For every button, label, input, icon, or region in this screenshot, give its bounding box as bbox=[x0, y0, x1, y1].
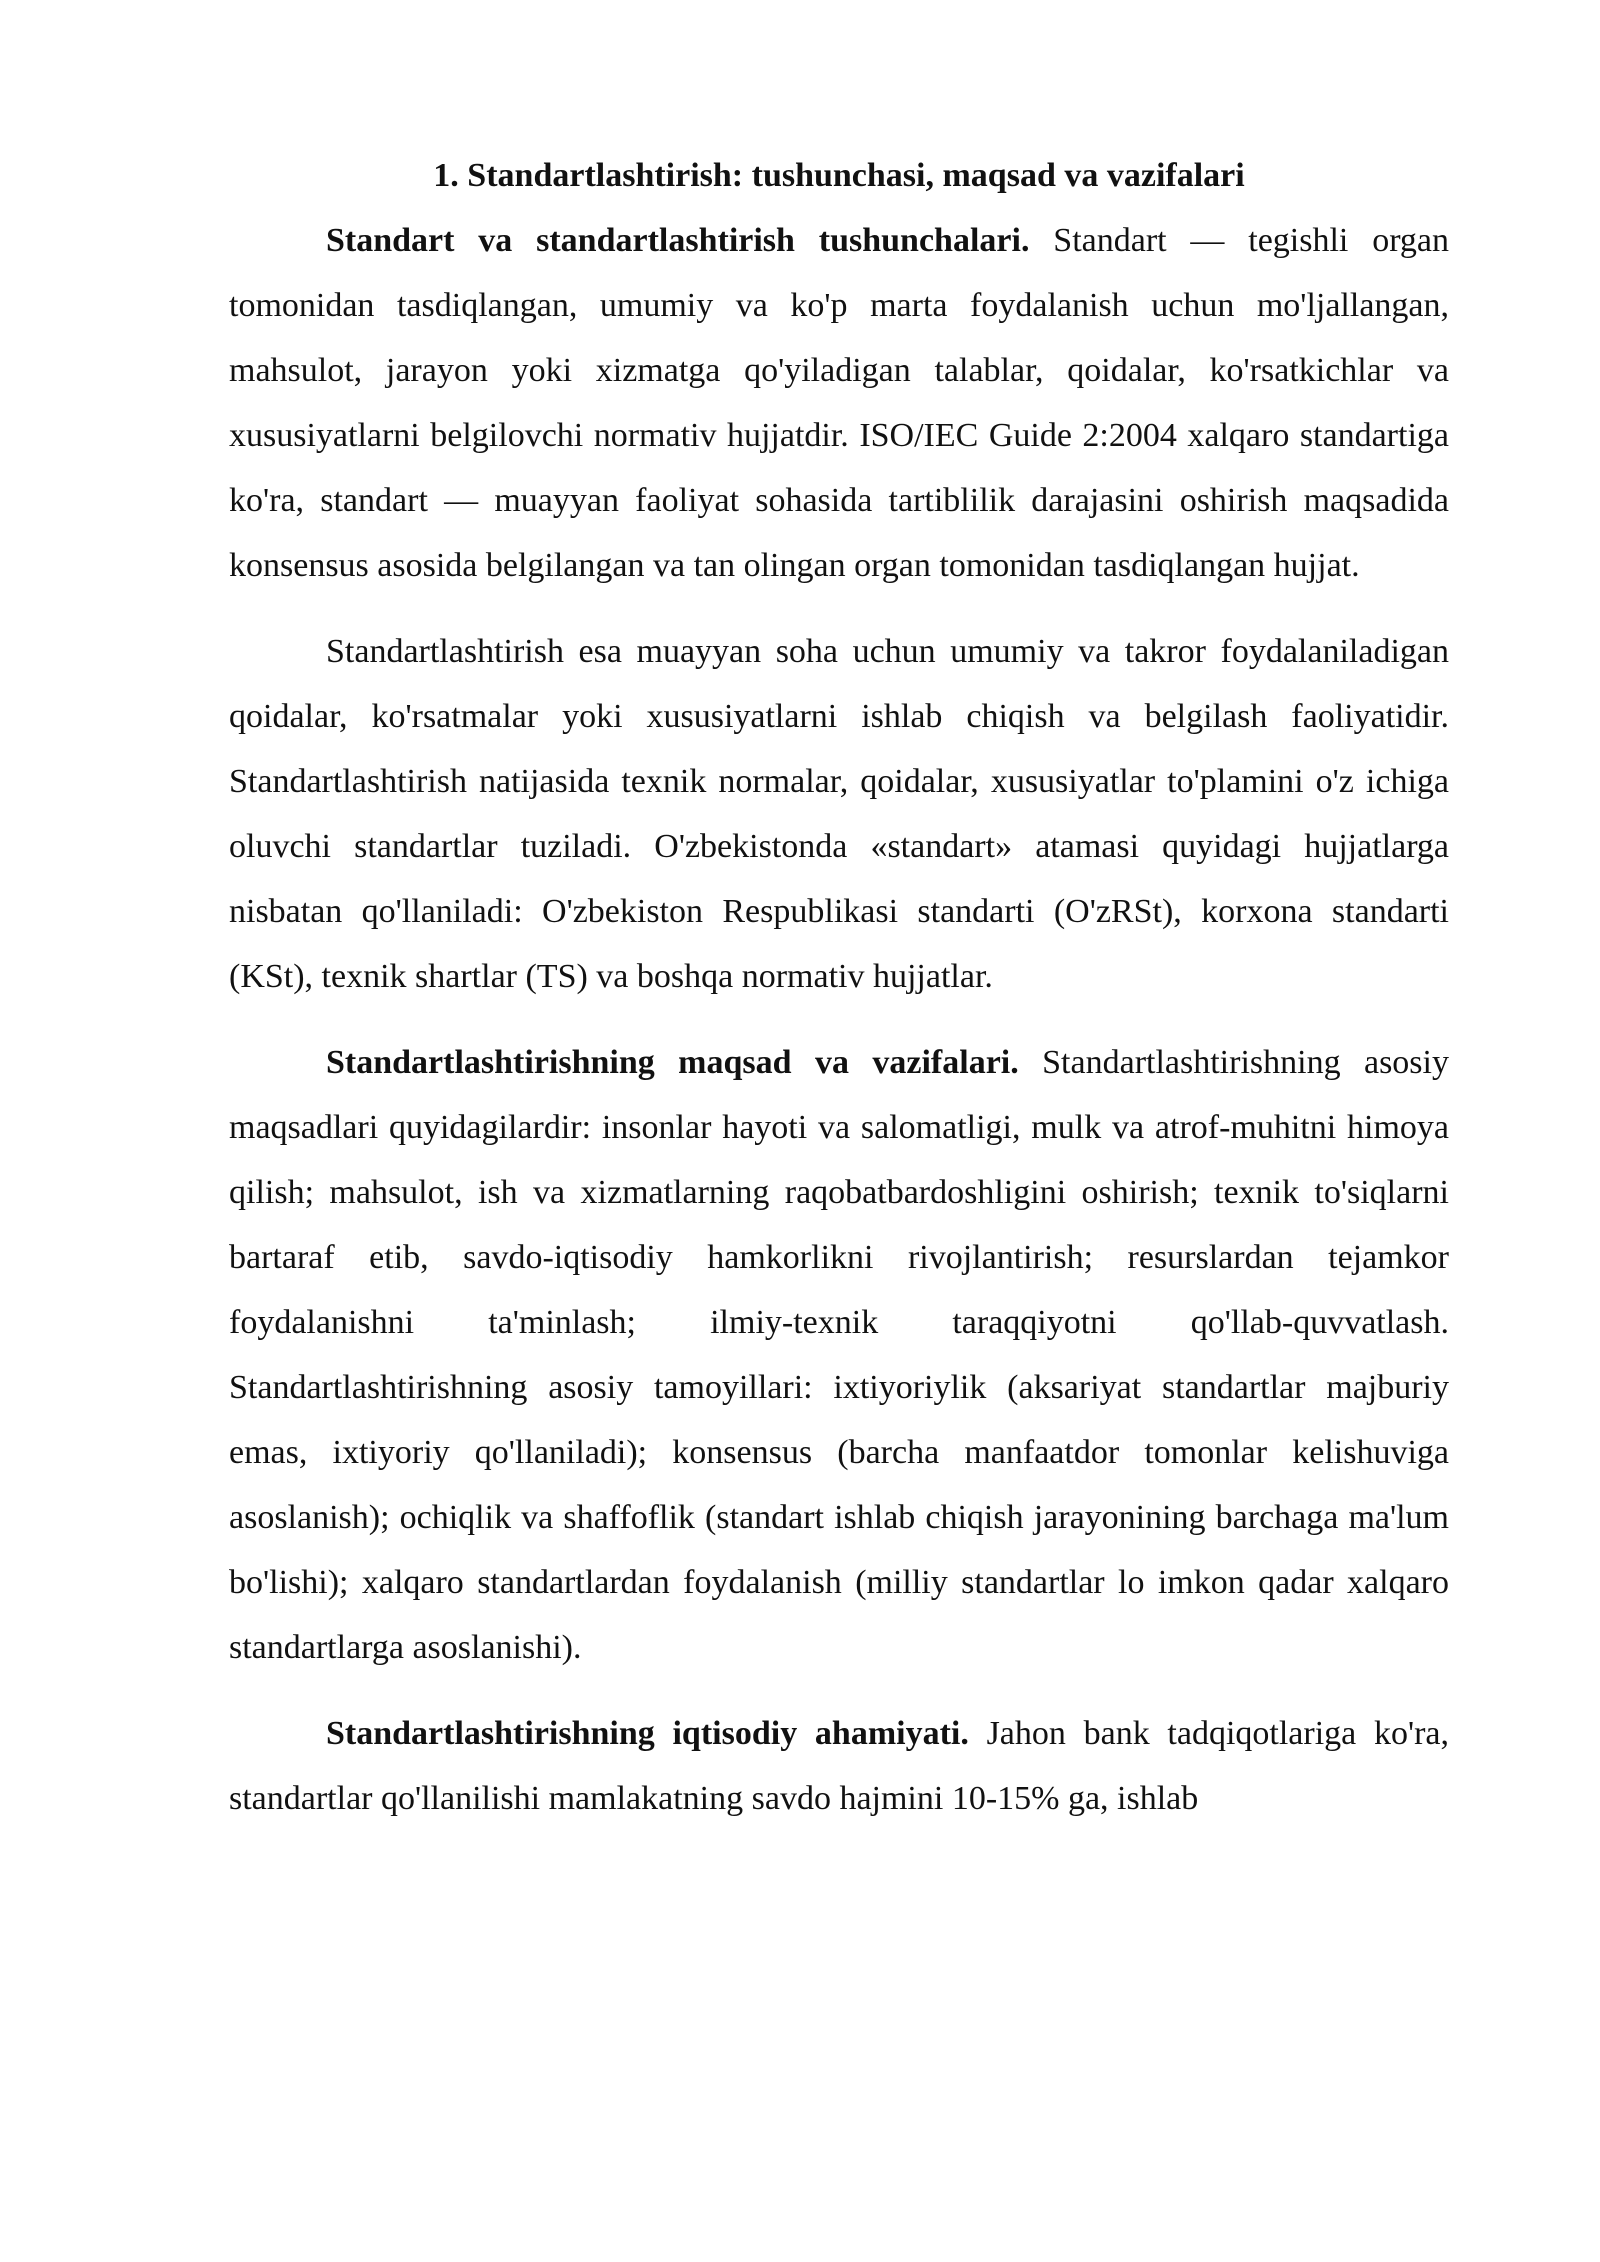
paragraph-standardization bbox=[229, 619, 1449, 1009]
paragraph-lead: Standartlashtirishning iqtisodiy ahamiyati. bbox=[326, 1715, 969, 1752]
paragraph-text: Standartlashtirish esa muayyan soha uchun umumiy va takror foydalaniladigan qoidalar, ko'rsatmalar yoki xususiyatlarni ishlab chiqish va belgilash faoliyatidir. Standartlashtirish natijasida texnik normalar, qoidalar, xususiyatlar to'plamini o'z ichiga oluvchi standartlar tuziladi. O'zbekistonda «standart» atamasi quyidagi hujjatlarga nisbatan qo'llaniladi: O'zbekiston Respublikasi standarti (O'zRSt), korxona standarti (KSt), texnik shartlar (TS) va boshqa normativ hujjatlar. bbox=[229, 633, 1449, 995]
document-body bbox=[229, 150, 1449, 1852]
paragraph-concepts bbox=[229, 208, 1449, 598]
paragraph-text: Standartlashtirishning asosiy maqsadlari quyidagilardir: insonlar hayoti va salomatligi, mulk va atrof-muhitni himoya qilish; mahsulot, ish va xizmatlarning raqobatbardoshligini oshirish; texnik to'siqlarni bartaraf etib, savdo-iqtisodiy hamkorlikni rivojlantirish; resurslardan tejamkor foydalanishni ta'minlash; ilmiy-texnik taraqqiyotni qo'llab-quvvatlash. Standartlashtirishning asosiy tamoyillari: ixtiyoriylik (aksariyat standartlar majburiy emas, ixtiyoriy qo'llaniladi); konsensus (barcha manfaatdor tomonlar kelishuviga asoslanish); ochiqlik va shaffoflik (standart ishlab chiqish jarayonining barchaga ma'lum bo'lishi); xalqaro standartlardan foydalanish (milliy standartlar lo imkon qadar xalqaro standartlarga asoslanishi). bbox=[229, 1044, 1449, 1666]
paragraph-lead: Standart va standartlashtirish tushunchalari. bbox=[326, 222, 1030, 259]
paragraph-economic bbox=[229, 1701, 1449, 1831]
paragraph-lead: Standartlashtirishning maqsad va vazifalari. bbox=[326, 1044, 1019, 1081]
paragraph-goals bbox=[229, 1030, 1449, 1680]
paragraph-text: Jahon bank tadqiqotlariga ko'ra, standartlar qo'llanilishi mamlakatning savdo hajmini 10-15% ga, ishlab bbox=[229, 1715, 1449, 1817]
page-title: 1. Standartlashtirish: tushunchasi, maqsad va vazifalari bbox=[433, 157, 1245, 194]
paragraph-text: Standart — tegishli organ tomonidan tasdiqlangan, umumiy va ko'p marta foydalanish uchun mo'ljallangan, mahsulot, jarayon yoki xizmatga qo'yiladigan talablar, qoidalar, ko'rsatkichlar va xususiyatlarni belgilovchi normativ hujjatdir. ISO/IEC Guide 2:2004 xalqaro standartiga ko'ra, standart — muayyan faoliyat sohasida tartiblilik darajasini oshirish maqsadida konsensus asosida belgilangan va tan olingan organ tomonidan tasdiqlangan hujjat. bbox=[229, 222, 1449, 584]
